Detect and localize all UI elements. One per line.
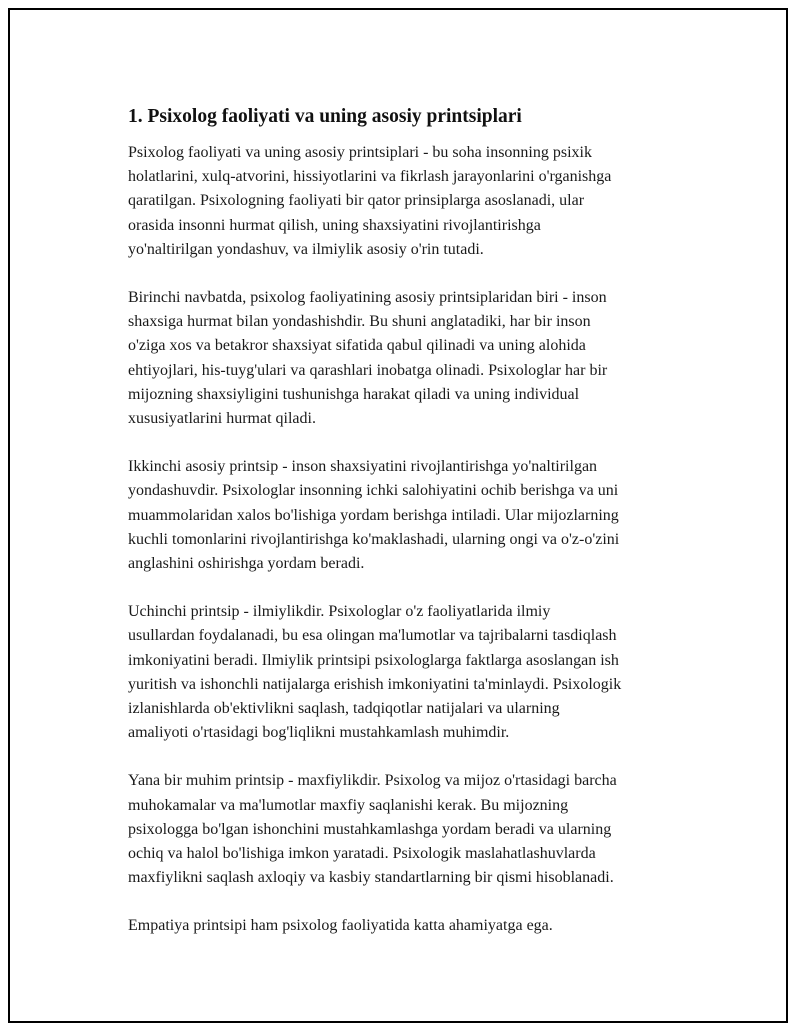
text-line: shaxsiga hurmat bilan yondashishdir. Bu shuni anglatadiki, har bir inson: [128, 313, 591, 331]
text-line: Birinchi navbatda, psixolog faoliyatining asosiy printsiplaridan biri - inson: [128, 289, 607, 307]
text-line: muhokamalar va ma'lumotlar maxfiy saqlanishi kerak. Bu mijozning: [128, 796, 569, 814]
text-line: yondashuvdir. Psixologlar insonning ichki salohiyatini ochib berishga va uni: [128, 482, 619, 500]
text-line: amaliyoti o'rtasidagi bog'liqlikni mustahkamlash muhimdir.: [128, 724, 510, 742]
text-line: Empatiya printsipi ham psixolog faoliyatida katta ahamiyatga ega.: [128, 917, 553, 935]
text-line: holatlarini, xulq-atvorini, hissiyotlarini va fikrlash jarayonlarini o'rganishga: [128, 168, 612, 186]
text-line: mijozning shaxsiyligini tushunishga harakat qiladi va uning individual: [128, 385, 580, 403]
paragraph-third-principle: [128, 600, 698, 745]
text-line: izlanishlarda ob'ektivlikni saqlash, tadqiqotlar natijalari va ularning: [128, 700, 560, 718]
text-line: Psixolog faoliyati va uning asosiy printsiplari - bu soha insonning psixik: [128, 144, 592, 161]
text-line: qaratilgan. Psixologning faoliyati bir qator prinsiplarga asoslanadi, ular: [128, 192, 585, 210]
paragraph-confidentiality-principle: [128, 769, 698, 890]
text-line: anglashini oshirishga yordam beradi.: [128, 555, 365, 573]
text-line: yo'naltirilgan yondashuv, va ilmiylik asosiy o'rin tutadi.: [128, 240, 484, 258]
text-line: Uchinchi printsip - ilmiylikdir. Psixologlar o'z faoliyatlarida ilmiy: [128, 603, 551, 621]
paragraph-first-principle: [128, 286, 698, 431]
text-line: imkoniyatini beradi. Ilmiylik printsipi psixologlarga faktlarga asoslangan ish: [128, 651, 619, 669]
paragraph-second-principle: [128, 455, 698, 576]
paragraph-empathy-principle: [128, 914, 698, 938]
text-line: xususiyatlarini hurmat qiladi.: [128, 410, 316, 428]
text-line: kuchli tomonlarini rivojlantirishga ko'maklashadi, ularning ongi va o'z-o'zini: [128, 530, 620, 548]
page-frame: [8, 8, 788, 1023]
text-line: usullardan foydalanadi, bu esa olingan ma'lumotlar va tajribalarni tasdiqlash: [128, 627, 617, 645]
document-content: [128, 104, 698, 963]
text-line: orasida insonni hurmat qilish, uning shaxsiyatini rivojlantirishga: [128, 216, 541, 234]
text-line: o'ziga xos va betakror shaxsiyat sifatida qabul qilinadi va uning alohida: [128, 337, 586, 355]
text-line: muammolaridan xalos bo'lishiga yordam berishga intiladi. Ular mijozlarning: [128, 506, 619, 524]
text-line: maxfiylikni saqlash axloqiy va kasbiy standartlarning bir qismi hisoblanadi.: [128, 869, 614, 887]
section-heading: 1. Psixolog faoliyati va uning asosiy printsiplari: [128, 106, 522, 127]
paragraph-introduction: [128, 141, 698, 262]
text-line: psixologga bo'lgan ishonchini mustahkamlashga yordam beradi va ularning: [128, 820, 612, 838]
text-line: Ikkinchi asosiy printsip - inson shaxsiyatini rivojlantirishga yo'naltirilgan: [128, 458, 598, 476]
text-line: ochiq va halol bo'lishiga imkon yaratadi. Psixologik maslahatlashuvlarda: [128, 845, 596, 863]
text-line: yuritish va ishonchli natijalarga erishish imkoniyatini ta'minlaydi. Psixologik: [128, 675, 622, 693]
text-line: ehtiyojlari, his-tuyg'ulari va qarashlari inobatga olinadi. Psixologlar har bir: [128, 361, 608, 379]
text-line: Yana bir muhim printsip - maxfiylikdir. Psixolog va mijoz o'rtasidagi barcha: [128, 772, 617, 790]
